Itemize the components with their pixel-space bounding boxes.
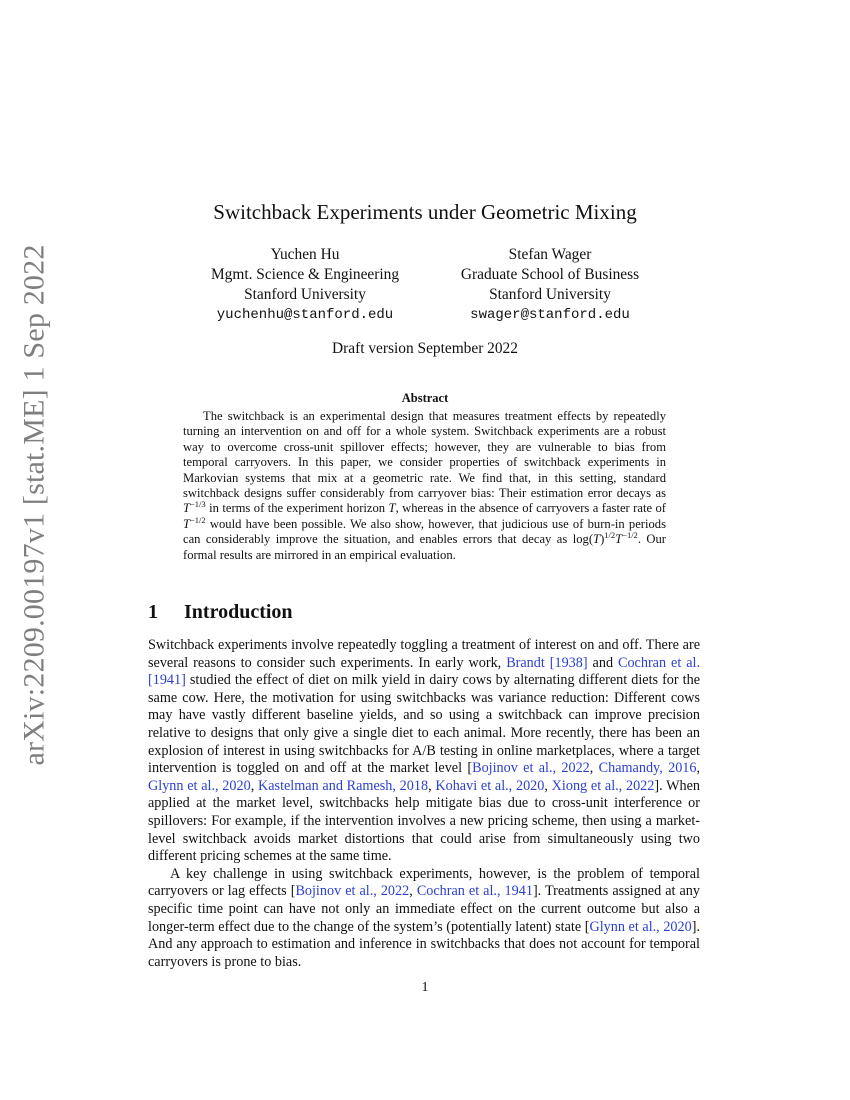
paper-title: Switchback Experiments under Geometric Mixing bbox=[213, 200, 637, 224]
citation-link[interactable]: Chamandy, 2016 bbox=[598, 760, 697, 777]
author-name: Yuchen Hu bbox=[270, 246, 340, 263]
math-exponent: −1/2 bbox=[190, 514, 206, 525]
author-email: yuchenhu@stanford.edu bbox=[216, 307, 394, 323]
citation-link[interactable]: Bojinov et al., 2022 bbox=[472, 760, 590, 777]
citation-link[interactable]: Cochran et al. [1941] bbox=[148, 654, 700, 689]
citation-link[interactable]: Glynn et al., 2020 bbox=[148, 777, 251, 794]
author-email: swager@stanford.edu bbox=[470, 307, 630, 323]
paragraph-text: and bbox=[587, 654, 618, 671]
citation-separator: , bbox=[250, 777, 258, 794]
citation-link[interactable]: Cochran et al., 1941 bbox=[416, 883, 533, 900]
abstract-text-segment: The switchback is an experimental design that measures treatment effects by repeatedly turning an intervention on and off for a whole system. Switchback experiments are a robust way to overcome cross-unit spillover effects; however, they are vulnerable to bias from temporal carryovers. In this paper, we consider properties of switchback experiments in Markovian systems that mix at a geometric rate. We find that, in this setting, standard switchback designs suffer considerably from carryover bias: Their estimation error decays as bbox=[183, 409, 666, 501]
section-number: 1 bbox=[148, 601, 158, 623]
author-block-2 bbox=[420, 245, 680, 325]
section-title: Introduction bbox=[184, 601, 293, 623]
citation-link[interactable]: Brandt [1938] bbox=[506, 654, 588, 671]
abstract-text-segment: would have been possible. We also show, however, that judicious use of burn-in periods can considerably improve the situation, and enables errors that decay as bbox=[183, 516, 666, 547]
math-symbol: T bbox=[388, 501, 396, 516]
citation-link[interactable]: Kohavi et al., 2020 bbox=[435, 777, 545, 794]
abstract-text-segment: , whereas in the absence of carryovers a faster rate of bbox=[395, 501, 666, 516]
citation-link[interactable]: Kastelman and Ramesh, 2018 bbox=[258, 777, 429, 794]
paragraph-text: ]. When applied at the market level, switchbacks help mitigate bias due to cross-unit interference or spillovers: For example, if the intervention involves a new pricing scheme, then using a market-level switchback avoids market distortions that could arise from simultaneously using two different pricing schemes at the same time. bbox=[148, 777, 701, 865]
draft-version-line: Draft version September 2022 bbox=[332, 340, 518, 357]
paragraph-text: A key challenge in using switchback experiments, however, is the problem of temporal carryovers or lag effects [ bbox=[148, 865, 700, 900]
abstract-text bbox=[183, 409, 666, 563]
page-number: 1 bbox=[421, 980, 429, 995]
paragraph-text: studied the effect of diet on milk yield in dairy cows by alternating different diets for the same cow. Here, the motivation for using switchbacks was variance reduction: Different cows may have vastly different baseline yields, and so using a switchback can improve precision relative to designs that only give a single diet to each animal. More recently, there has been an explosion of interest in using switchbacks for A/B testing in online marketplaces, where a target intervention is toggled on and off at the market level [ bbox=[148, 672, 700, 777]
paragraph-2 bbox=[148, 866, 700, 972]
citation-separator: , bbox=[544, 777, 552, 794]
citation-separator: , bbox=[696, 760, 701, 777]
abstract-text-segment: . Our formal results are mirrored in an empirical evaluation. bbox=[183, 532, 666, 562]
citation-separator: , bbox=[589, 760, 599, 777]
paragraph-text: ]. And any approach to estimation and inference in switchbacks that does not account for temporal carryovers is prone to bias. bbox=[148, 918, 700, 970]
citation-separator: , bbox=[409, 883, 417, 900]
citation-link[interactable]: Glynn et al., 2020 bbox=[589, 918, 692, 935]
citation-link[interactable]: Xiong et al., 2022 bbox=[551, 777, 655, 794]
citation-link[interactable]: Bojinov et al., 2022 bbox=[295, 883, 410, 900]
math-paren: ) bbox=[600, 532, 605, 547]
math-exponent: 1/2 bbox=[604, 530, 616, 541]
author-name: Stefan Wager bbox=[508, 246, 592, 263]
section-body bbox=[148, 637, 700, 971]
author-department: Graduate School of Business bbox=[460, 266, 640, 283]
abstract-heading: Abstract bbox=[401, 391, 449, 405]
math-exponent: −1/3 bbox=[190, 499, 206, 510]
arxiv-identifier-stamp bbox=[10, 244, 60, 766]
author-affiliation: Stanford University bbox=[489, 286, 611, 303]
math-symbol: T bbox=[183, 516, 191, 531]
math-exponent: −1/2 bbox=[622, 530, 638, 541]
citation-separator: , bbox=[428, 777, 436, 794]
math-symbol: T bbox=[615, 532, 623, 547]
author-block-1 bbox=[170, 245, 440, 325]
math-symbol: T bbox=[183, 501, 191, 516]
paragraph-text: ]. Treatments assigned at any specific time point can have not only an immediate effect on the current outcome but also a longer-term effect due to the change of the system’s (potentially latent) state [ bbox=[148, 883, 700, 935]
math-function: log( bbox=[572, 532, 594, 547]
author-department: Mgmt. Science & Engineering bbox=[210, 266, 400, 283]
section-heading bbox=[148, 601, 293, 624]
paragraph-text: Switchback experiments involve repeatedly toggling a treatment of interest on and off. There are several reasons to consider such experiments. In early work, bbox=[148, 637, 700, 671]
arxiv-stamp-text: arXiv:2209.00197v1 [stat.ME] 1 Sep 2022 bbox=[18, 244, 51, 766]
math-symbol: T bbox=[593, 532, 601, 547]
abstract-text-segment: in terms of the experiment horizon bbox=[205, 501, 389, 516]
author-affiliation: Stanford University bbox=[244, 286, 366, 303]
paragraph-1 bbox=[148, 637, 700, 866]
